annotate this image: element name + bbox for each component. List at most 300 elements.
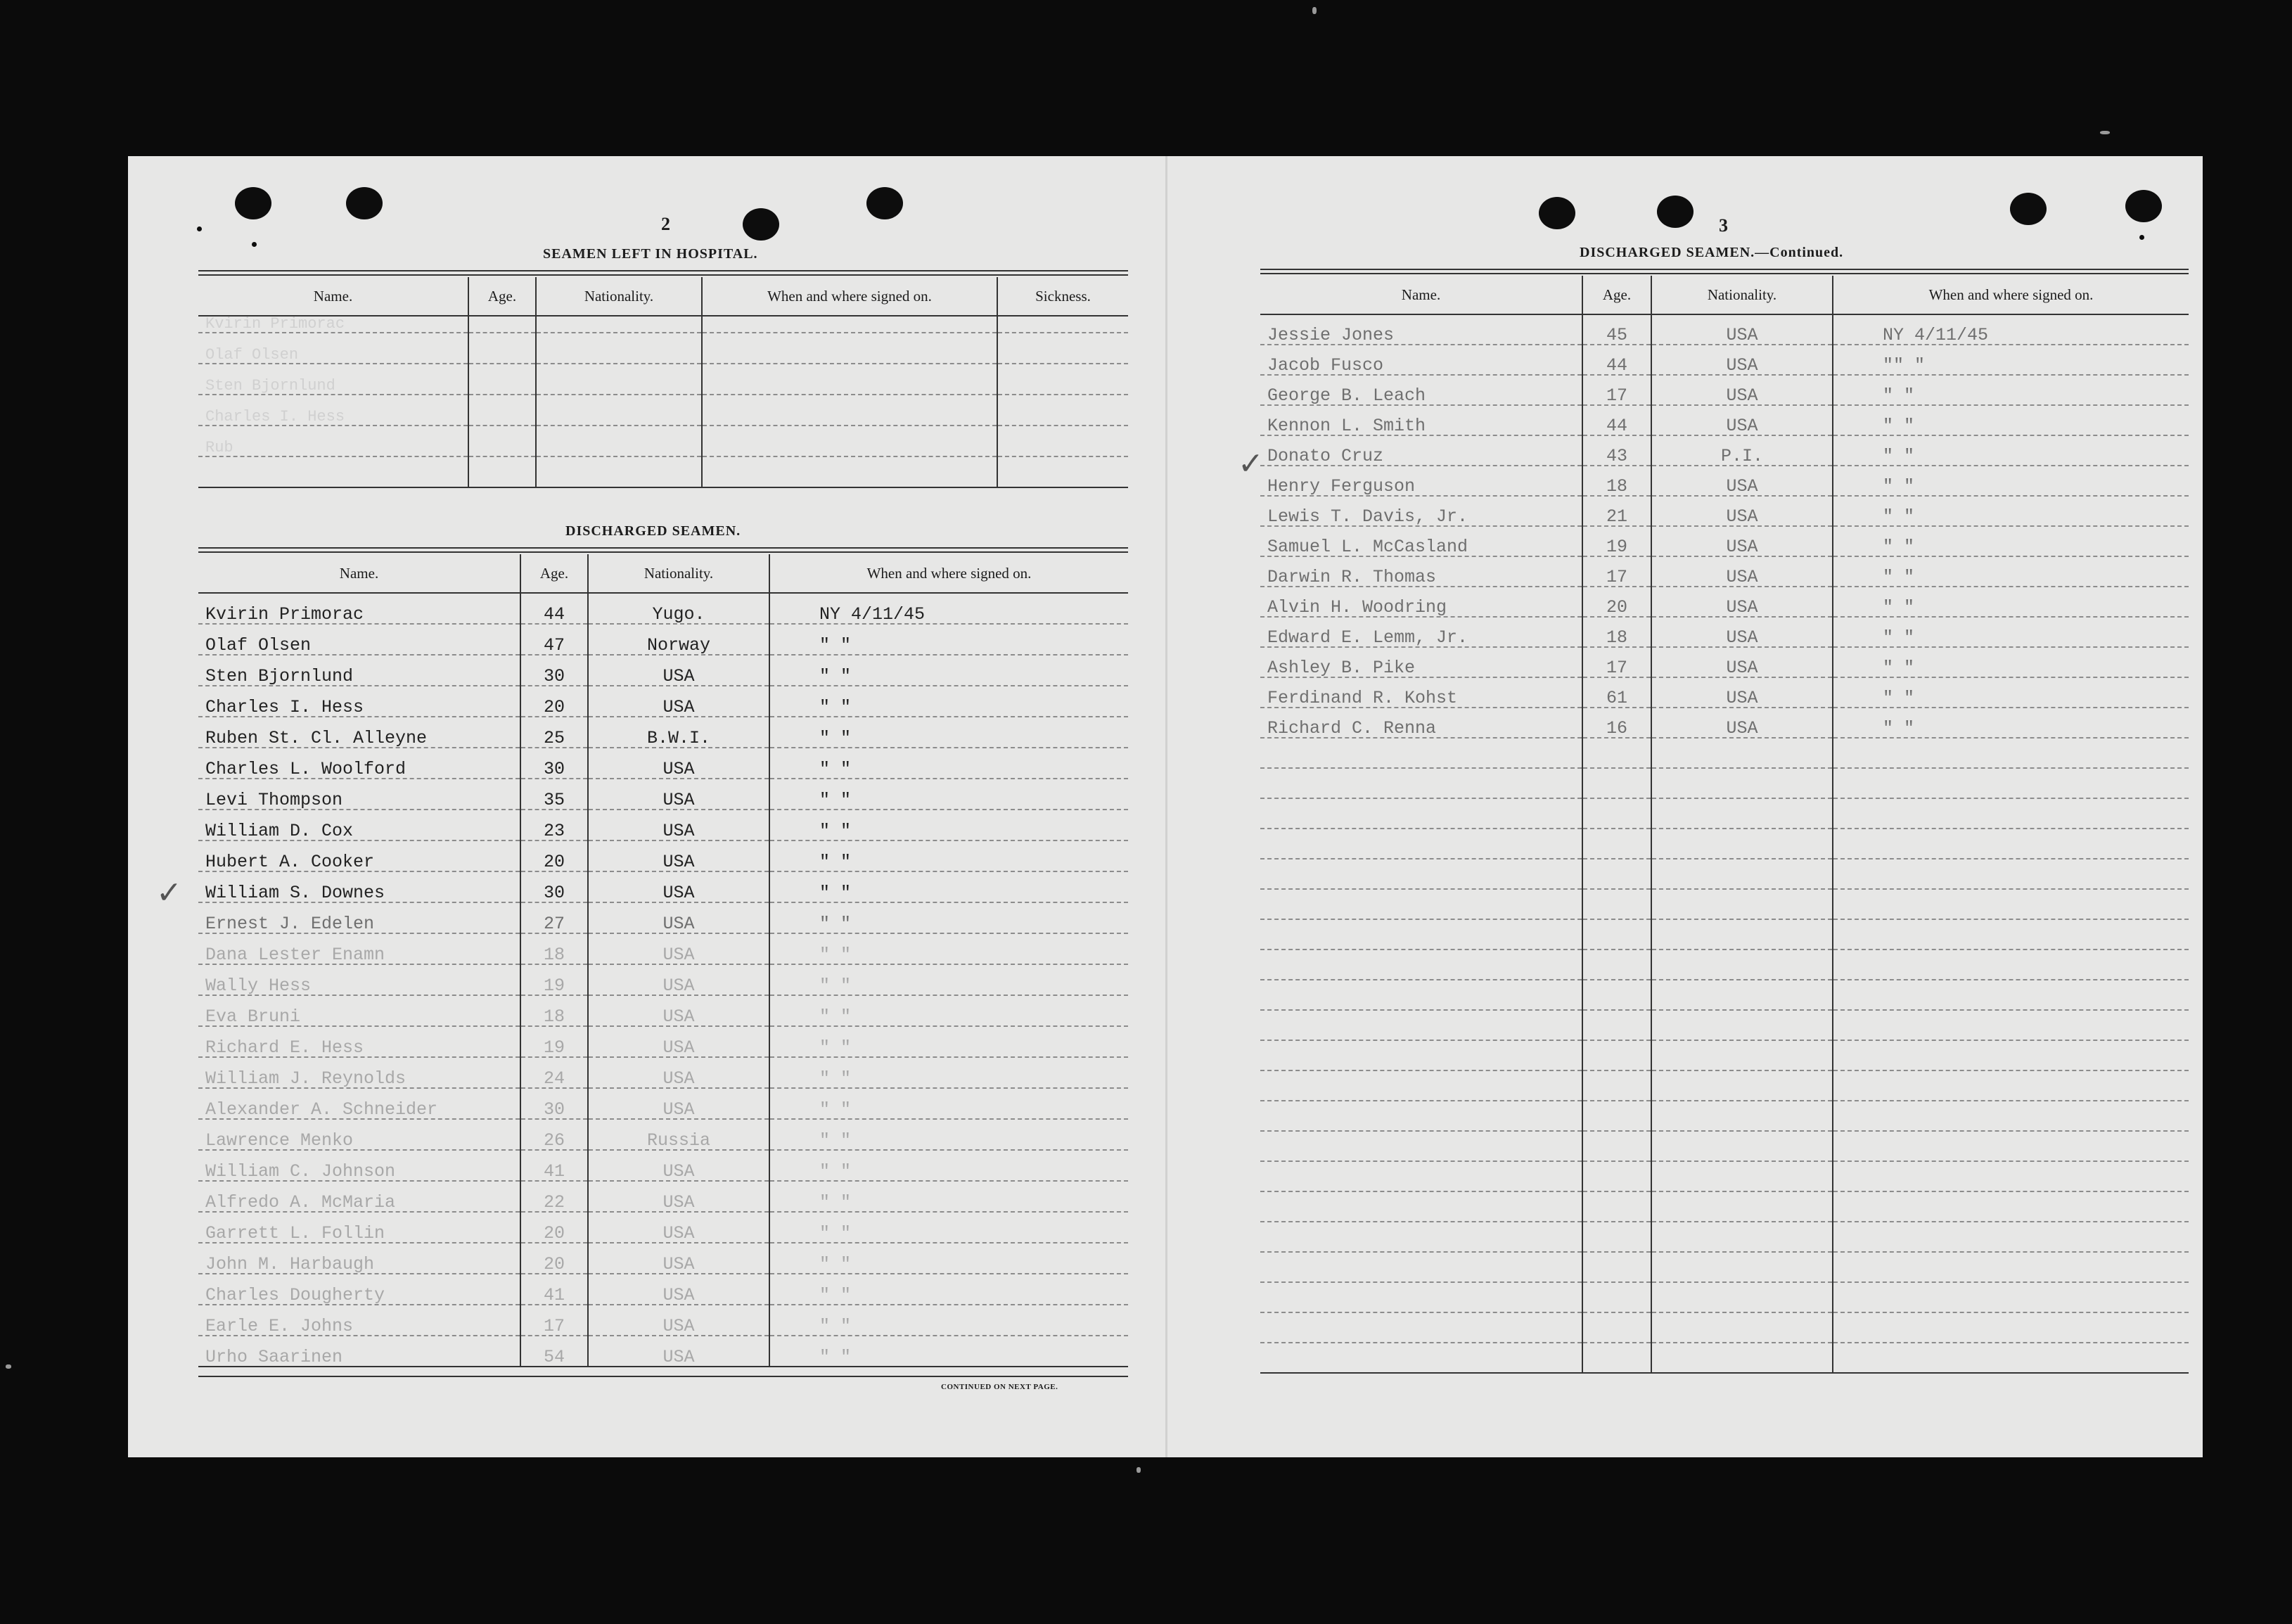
cell-nationality bbox=[1651, 1343, 1833, 1373]
cell-age: 18 bbox=[1582, 617, 1651, 647]
cell-name: Sten Bjornlund bbox=[198, 655, 520, 686]
cell-name bbox=[1260, 1282, 1582, 1312]
cell-sickness bbox=[997, 364, 1128, 395]
cell-nationality bbox=[536, 456, 702, 487]
cell-nationality: USA bbox=[588, 1181, 769, 1212]
cell-name bbox=[1260, 738, 1582, 768]
cell-age: 44 bbox=[1582, 405, 1651, 435]
table-row bbox=[1260, 859, 2189, 889]
binder-hole bbox=[235, 187, 271, 219]
table-row bbox=[1260, 708, 2189, 738]
cell-nationality: USA bbox=[588, 840, 769, 871]
cell-nationality: USA bbox=[1651, 526, 1833, 556]
table-row bbox=[1260, 345, 2189, 375]
cell-nationality: USA bbox=[1651, 466, 1833, 496]
cell-age bbox=[1582, 1010, 1651, 1040]
table-row bbox=[198, 1212, 1128, 1243]
cell-name: Charles L. Woolford bbox=[198, 748, 520, 779]
cell-age: 18 bbox=[1582, 466, 1651, 496]
table-row bbox=[198, 995, 1128, 1026]
table-row bbox=[1260, 829, 2189, 859]
table-row bbox=[1260, 647, 2189, 677]
cell-age: 20 bbox=[520, 1212, 588, 1243]
table-row bbox=[1260, 496, 2189, 526]
cell-nationality bbox=[1651, 768, 1833, 798]
cell-nationality bbox=[1651, 1252, 1833, 1282]
cell-name: Kennon L. Smith bbox=[1260, 405, 1582, 435]
table-row bbox=[1260, 1131, 2189, 1161]
cell-name bbox=[1260, 829, 1582, 859]
binder-hole bbox=[1657, 196, 1694, 228]
background-speck bbox=[6, 1364, 11, 1369]
cell-age bbox=[1582, 738, 1651, 768]
table-row bbox=[198, 1119, 1128, 1150]
table-row bbox=[1260, 375, 2189, 405]
cell-signed-on: NY 4/11/45 bbox=[769, 593, 1128, 624]
cell-nationality: USA bbox=[1651, 647, 1833, 677]
binder-hole bbox=[2010, 193, 2047, 225]
cell-name: Hubert A. Cooker bbox=[198, 840, 520, 871]
background-speck bbox=[2100, 131, 2110, 134]
cell-signed-on: " " bbox=[1833, 405, 2189, 435]
cell-signed-on bbox=[1833, 859, 2189, 889]
cell-name: William J. Reynolds bbox=[198, 1057, 520, 1088]
title-rule bbox=[1260, 269, 2189, 274]
table-row bbox=[1260, 950, 2189, 980]
cell-age: 30 bbox=[520, 655, 588, 686]
cell-name: Samuel L. McCasland bbox=[1260, 526, 1582, 556]
cell-nationality bbox=[1651, 738, 1833, 768]
cell-signed-on bbox=[1833, 1282, 2189, 1312]
background-speck bbox=[1137, 1467, 1141, 1473]
cell-signed-on bbox=[1833, 1312, 2189, 1343]
col-header-sickness: Sickness. bbox=[997, 277, 1128, 316]
cell-name bbox=[1260, 1161, 1582, 1191]
cell-name bbox=[1260, 1191, 1582, 1222]
cell-age: 27 bbox=[520, 902, 588, 933]
table-row bbox=[1260, 435, 2189, 466]
cell-signed-on bbox=[702, 456, 997, 487]
cell-signed-on: " " bbox=[769, 933, 1128, 964]
hospital-section-title: SEAMEN LEFT IN HOSPITAL. bbox=[543, 246, 758, 262]
cell-signed-on: " " bbox=[769, 686, 1128, 717]
cell-signed-on: " " bbox=[1833, 496, 2189, 526]
continued-note: CONTINUED ON NEXT PAGE. bbox=[941, 1383, 1058, 1391]
cell-age: 41 bbox=[520, 1150, 588, 1181]
table-row bbox=[1260, 768, 2189, 798]
cell-age: 17 bbox=[1582, 556, 1651, 587]
cell-signed-on bbox=[1833, 1040, 2189, 1070]
table-row bbox=[198, 1336, 1128, 1367]
table-row bbox=[1260, 1070, 2189, 1101]
cell-sickness bbox=[997, 456, 1128, 487]
table-row bbox=[198, 871, 1128, 902]
cell-age: 44 bbox=[520, 593, 588, 624]
table-row bbox=[1260, 1040, 2189, 1070]
cell-signed-on bbox=[1833, 1252, 2189, 1282]
bottom-rule bbox=[198, 1376, 1128, 1377]
cell-signed-on bbox=[1833, 1131, 2189, 1161]
cell-name: Kvirin Primorac bbox=[198, 593, 520, 624]
cell-nationality bbox=[1651, 1191, 1833, 1222]
cell-name: Dana Lester Enamn bbox=[198, 933, 520, 964]
cell-nationality: USA bbox=[588, 1026, 769, 1057]
cell-nationality bbox=[1651, 1040, 1833, 1070]
cell-nationality: USA bbox=[1651, 677, 1833, 708]
cell-nationality bbox=[536, 316, 702, 333]
cell-signed-on: "" " bbox=[1833, 345, 2189, 375]
cell-signed-on: " " bbox=[1833, 466, 2189, 496]
cell-signed-on: " " bbox=[769, 902, 1128, 933]
discharged-table-left bbox=[198, 554, 1128, 1367]
cell-nationality: USA bbox=[588, 995, 769, 1026]
table-row bbox=[198, 1057, 1128, 1088]
table-row bbox=[198, 333, 1128, 364]
cell-age bbox=[468, 316, 536, 333]
cell-age bbox=[1582, 1070, 1651, 1101]
cell-nationality bbox=[1651, 1161, 1833, 1191]
cell-signed-on: " " bbox=[1833, 435, 2189, 466]
page-fold bbox=[1165, 156, 1167, 1457]
cell-name bbox=[1260, 859, 1582, 889]
cell-name bbox=[198, 456, 468, 487]
cell-age: 17 bbox=[520, 1305, 588, 1336]
cell-name: Ernest J. Edelen bbox=[198, 902, 520, 933]
cell-name bbox=[1260, 1131, 1582, 1161]
cell-nationality: USA bbox=[588, 1150, 769, 1181]
table-row bbox=[1260, 556, 2189, 587]
table-row bbox=[198, 395, 1128, 426]
cell-signed-on: " " bbox=[769, 717, 1128, 748]
table-row bbox=[1260, 738, 2189, 768]
cell-name: Henry Ferguson bbox=[1260, 466, 1582, 496]
cell-age: 47 bbox=[520, 624, 588, 655]
cell-nationality bbox=[1651, 1010, 1833, 1040]
table-row bbox=[198, 717, 1128, 748]
ink-speck bbox=[2139, 235, 2144, 240]
cell-name bbox=[1260, 889, 1582, 919]
cell-name: Ferdinand R. Kohst bbox=[1260, 677, 1582, 708]
cell-name: Richard E. Hess bbox=[198, 1026, 520, 1057]
pencil-check-mark: ✓ bbox=[1238, 447, 1264, 481]
cell-age bbox=[468, 333, 536, 364]
ink-speck bbox=[197, 226, 202, 231]
cell-signed-on: " " bbox=[769, 779, 1128, 810]
cell-signed-on: " " bbox=[769, 1119, 1128, 1150]
ink-speck bbox=[252, 242, 257, 247]
cell-signed-on: " " bbox=[769, 871, 1128, 902]
cell-age: 22 bbox=[520, 1181, 588, 1212]
cell-nationality: USA bbox=[1651, 314, 1833, 345]
cell-age: 20 bbox=[520, 1243, 588, 1274]
table-row bbox=[198, 426, 1128, 456]
cell-nationality: USA bbox=[588, 1088, 769, 1119]
cell-age bbox=[1582, 1282, 1651, 1312]
col-header-signed-on: When and where signed on. bbox=[769, 554, 1128, 593]
table-row bbox=[198, 1243, 1128, 1274]
cell-signed-on: " " bbox=[769, 1212, 1128, 1243]
cell-age: 24 bbox=[520, 1057, 588, 1088]
cell-age: 17 bbox=[1582, 375, 1651, 405]
discharged-continued-title: DISCHARGED SEAMEN.—Continued. bbox=[1580, 245, 1844, 260]
background-speck bbox=[1312, 7, 1317, 14]
table-row bbox=[1260, 1101, 2189, 1131]
cell-name bbox=[1260, 1040, 1582, 1070]
cell-nationality: USA bbox=[1651, 496, 1833, 526]
cell-name bbox=[1260, 1010, 1582, 1040]
table-row bbox=[198, 779, 1128, 810]
cell-age bbox=[1582, 1343, 1651, 1373]
cell-signed-on bbox=[1833, 980, 2189, 1010]
col-header-name: Name. bbox=[198, 554, 520, 593]
table-row bbox=[1260, 1343, 2189, 1373]
cell-age bbox=[1582, 919, 1651, 950]
cell-name: Sten Bjornlund bbox=[198, 364, 468, 395]
cell-age bbox=[1582, 1312, 1651, 1343]
cell-signed-on bbox=[1833, 919, 2189, 950]
cell-signed-on: " " bbox=[769, 1243, 1128, 1274]
cell-age: 18 bbox=[520, 933, 588, 964]
cell-age: 30 bbox=[520, 748, 588, 779]
cell-name: Charles Dougherty bbox=[198, 1274, 520, 1305]
cell-nationality: P.I. bbox=[1651, 435, 1833, 466]
table-row bbox=[198, 1150, 1128, 1181]
cell-nationality: USA bbox=[588, 810, 769, 840]
cell-nationality bbox=[1651, 980, 1833, 1010]
cell-nationality: Norway bbox=[588, 624, 769, 655]
cell-nationality bbox=[1651, 919, 1833, 950]
cell-signed-on: " " bbox=[1833, 647, 2189, 677]
cell-age bbox=[1582, 1252, 1651, 1282]
cell-name: Darwin R. Thomas bbox=[1260, 556, 1582, 587]
col-header-nationality: Nationality. bbox=[588, 554, 769, 593]
cell-nationality: USA bbox=[588, 1212, 769, 1243]
cell-name: William D. Cox bbox=[198, 810, 520, 840]
cell-signed-on: " " bbox=[769, 748, 1128, 779]
cell-nationality: USA bbox=[588, 1057, 769, 1088]
cell-age: 20 bbox=[520, 840, 588, 871]
cell-nationality: USA bbox=[588, 1336, 769, 1367]
binder-hole bbox=[1539, 197, 1575, 229]
cell-signed-on: " " bbox=[769, 1305, 1128, 1336]
cell-name bbox=[1260, 1222, 1582, 1252]
cell-name bbox=[1260, 798, 1582, 829]
cell-nationality: USA bbox=[588, 933, 769, 964]
table-row bbox=[1260, 1282, 2189, 1312]
cell-name: Richard C. Renna bbox=[1260, 708, 1582, 738]
cell-signed-on bbox=[702, 395, 997, 426]
cell-name: Garrett L. Follin bbox=[198, 1212, 520, 1243]
table-row bbox=[1260, 798, 2189, 829]
cell-name: Olaf Olsen bbox=[198, 333, 468, 364]
cell-signed-on bbox=[1833, 1010, 2189, 1040]
cell-signed-on: " " bbox=[769, 840, 1128, 871]
cell-signed-on bbox=[1833, 1222, 2189, 1252]
cell-name: Olaf Olsen bbox=[198, 624, 520, 655]
table-row bbox=[198, 316, 1128, 333]
cell-age: 45 bbox=[1582, 314, 1651, 345]
cell-name: Eva Bruni bbox=[198, 995, 520, 1026]
cell-nationality: USA bbox=[1651, 345, 1833, 375]
title-rule bbox=[198, 547, 1128, 553]
cell-name: Donato Cruz bbox=[1260, 435, 1582, 466]
cell-signed-on: " " bbox=[1833, 556, 2189, 587]
cell-signed-on bbox=[1833, 1343, 2189, 1373]
cell-nationality bbox=[536, 426, 702, 456]
cell-signed-on: " " bbox=[769, 1274, 1128, 1305]
table-row bbox=[1260, 587, 2189, 617]
cell-age: 19 bbox=[520, 1026, 588, 1057]
cell-signed-on: " " bbox=[769, 1026, 1128, 1057]
table-row bbox=[1260, 980, 2189, 1010]
cell-age: 26 bbox=[520, 1119, 588, 1150]
cell-nationality: USA bbox=[588, 1243, 769, 1274]
cell-age bbox=[1582, 889, 1651, 919]
cell-signed-on: " " bbox=[1833, 375, 2189, 405]
col-header-signed-on: When and where signed on. bbox=[702, 277, 997, 316]
table-row bbox=[1260, 677, 2189, 708]
col-header-name: Name. bbox=[1260, 276, 1582, 314]
binder-hole bbox=[346, 187, 383, 219]
cell-signed-on bbox=[1833, 1161, 2189, 1191]
col-header-signed-on: When and where signed on. bbox=[1833, 276, 2189, 314]
cell-age: 23 bbox=[520, 810, 588, 840]
cell-signed-on: " " bbox=[769, 810, 1128, 840]
cell-signed-on: " " bbox=[1833, 617, 2189, 647]
cell-signed-on bbox=[1833, 950, 2189, 980]
cell-nationality: USA bbox=[588, 686, 769, 717]
cell-name: Wally Hess bbox=[198, 964, 520, 995]
table-row bbox=[1260, 1252, 2189, 1282]
cell-nationality bbox=[1651, 950, 1833, 980]
cell-signed-on bbox=[1833, 768, 2189, 798]
table-row bbox=[198, 593, 1128, 624]
cell-name bbox=[1260, 1070, 1582, 1101]
cell-nationality: USA bbox=[588, 871, 769, 902]
cell-age: 54 bbox=[520, 1336, 588, 1367]
cell-age bbox=[468, 364, 536, 395]
cell-age bbox=[468, 426, 536, 456]
table-row bbox=[1260, 617, 2189, 647]
table-row bbox=[198, 748, 1128, 779]
table-row bbox=[198, 1088, 1128, 1119]
cell-nationality: USA bbox=[1651, 617, 1833, 647]
cell-nationality: USA bbox=[588, 964, 769, 995]
cell-signed-on: " " bbox=[769, 1336, 1128, 1367]
cell-nationality: USA bbox=[588, 1274, 769, 1305]
cell-age: 30 bbox=[520, 1088, 588, 1119]
cell-name: Jessie Jones bbox=[1260, 314, 1582, 345]
cell-name: Ashley B. Pike bbox=[1260, 647, 1582, 677]
table-row bbox=[1260, 1222, 2189, 1252]
discharged-section-title: DISCHARGED SEAMEN. bbox=[565, 523, 741, 539]
binder-hole bbox=[2125, 190, 2162, 222]
cell-sickness bbox=[997, 395, 1128, 426]
cell-signed-on bbox=[1833, 829, 2189, 859]
cell-name: Alexander A. Schneider bbox=[198, 1088, 520, 1119]
cell-signed-on: " " bbox=[769, 624, 1128, 655]
cell-age: 20 bbox=[520, 686, 588, 717]
table-row bbox=[1260, 466, 2189, 496]
table-row bbox=[198, 686, 1128, 717]
cell-signed-on: " " bbox=[769, 1181, 1128, 1212]
table-row bbox=[1260, 526, 2189, 556]
cell-signed-on bbox=[1833, 738, 2189, 768]
cell-signed-on: " " bbox=[1833, 708, 2189, 738]
cell-signed-on bbox=[1833, 1101, 2189, 1131]
cell-name bbox=[1260, 919, 1582, 950]
cell-age: 18 bbox=[520, 995, 588, 1026]
cell-age bbox=[1582, 768, 1651, 798]
cell-nationality bbox=[536, 364, 702, 395]
cell-signed-on: " " bbox=[769, 995, 1128, 1026]
cell-signed-on: " " bbox=[769, 655, 1128, 686]
cell-signed-on: " " bbox=[1833, 587, 2189, 617]
cell-sickness bbox=[997, 333, 1128, 364]
cell-nationality bbox=[1651, 889, 1833, 919]
cell-name bbox=[1260, 1101, 1582, 1131]
cell-signed-on bbox=[1833, 798, 2189, 829]
table-row bbox=[198, 364, 1128, 395]
title-rule bbox=[198, 270, 1128, 276]
cell-nationality: USA bbox=[1651, 405, 1833, 435]
cell-nationality bbox=[1651, 1070, 1833, 1101]
binder-hole bbox=[743, 208, 779, 241]
pencil-check-mark: ✓ bbox=[156, 876, 182, 910]
cell-nationality: USA bbox=[588, 1305, 769, 1336]
cell-age: 17 bbox=[1582, 647, 1651, 677]
table-row bbox=[198, 655, 1128, 686]
table-row bbox=[198, 933, 1128, 964]
binder-hole bbox=[866, 187, 903, 219]
cell-nationality: USA bbox=[588, 655, 769, 686]
cell-signed-on: " " bbox=[769, 964, 1128, 995]
cell-nationality bbox=[1651, 859, 1833, 889]
cell-name: Alvin H. Woodring bbox=[1260, 587, 1582, 617]
cell-age: 41 bbox=[520, 1274, 588, 1305]
cell-age bbox=[1582, 1040, 1651, 1070]
document-sheet bbox=[128, 156, 2203, 1457]
cell-name: Rub bbox=[198, 426, 468, 456]
cell-signed-on bbox=[702, 316, 997, 333]
table-row bbox=[1260, 889, 2189, 919]
table-row bbox=[198, 840, 1128, 871]
cell-name: John M. Harbaugh bbox=[198, 1243, 520, 1274]
cell-nationality: Yugo. bbox=[588, 593, 769, 624]
cell-nationality: USA bbox=[588, 902, 769, 933]
table-row bbox=[198, 624, 1128, 655]
table-row bbox=[198, 1181, 1128, 1212]
cell-age: 35 bbox=[520, 779, 588, 810]
cell-name: Lewis T. Davis, Jr. bbox=[1260, 496, 1582, 526]
table-row bbox=[198, 1305, 1128, 1336]
cell-age: 20 bbox=[1582, 587, 1651, 617]
cell-nationality: USA bbox=[1651, 556, 1833, 587]
hospital-table bbox=[198, 277, 1128, 488]
table-row bbox=[198, 964, 1128, 995]
cell-age bbox=[1582, 1101, 1651, 1131]
cell-nationality bbox=[1651, 1101, 1833, 1131]
cell-signed-on bbox=[1833, 889, 2189, 919]
cell-nationality: USA bbox=[588, 748, 769, 779]
cell-name bbox=[1260, 1252, 1582, 1282]
cell-age: 30 bbox=[520, 871, 588, 902]
cell-age bbox=[1582, 859, 1651, 889]
cell-age: 44 bbox=[1582, 345, 1651, 375]
table-row bbox=[1260, 1010, 2189, 1040]
col-header-age: Age. bbox=[520, 554, 588, 593]
col-header-nationality: Nationality. bbox=[536, 277, 702, 316]
